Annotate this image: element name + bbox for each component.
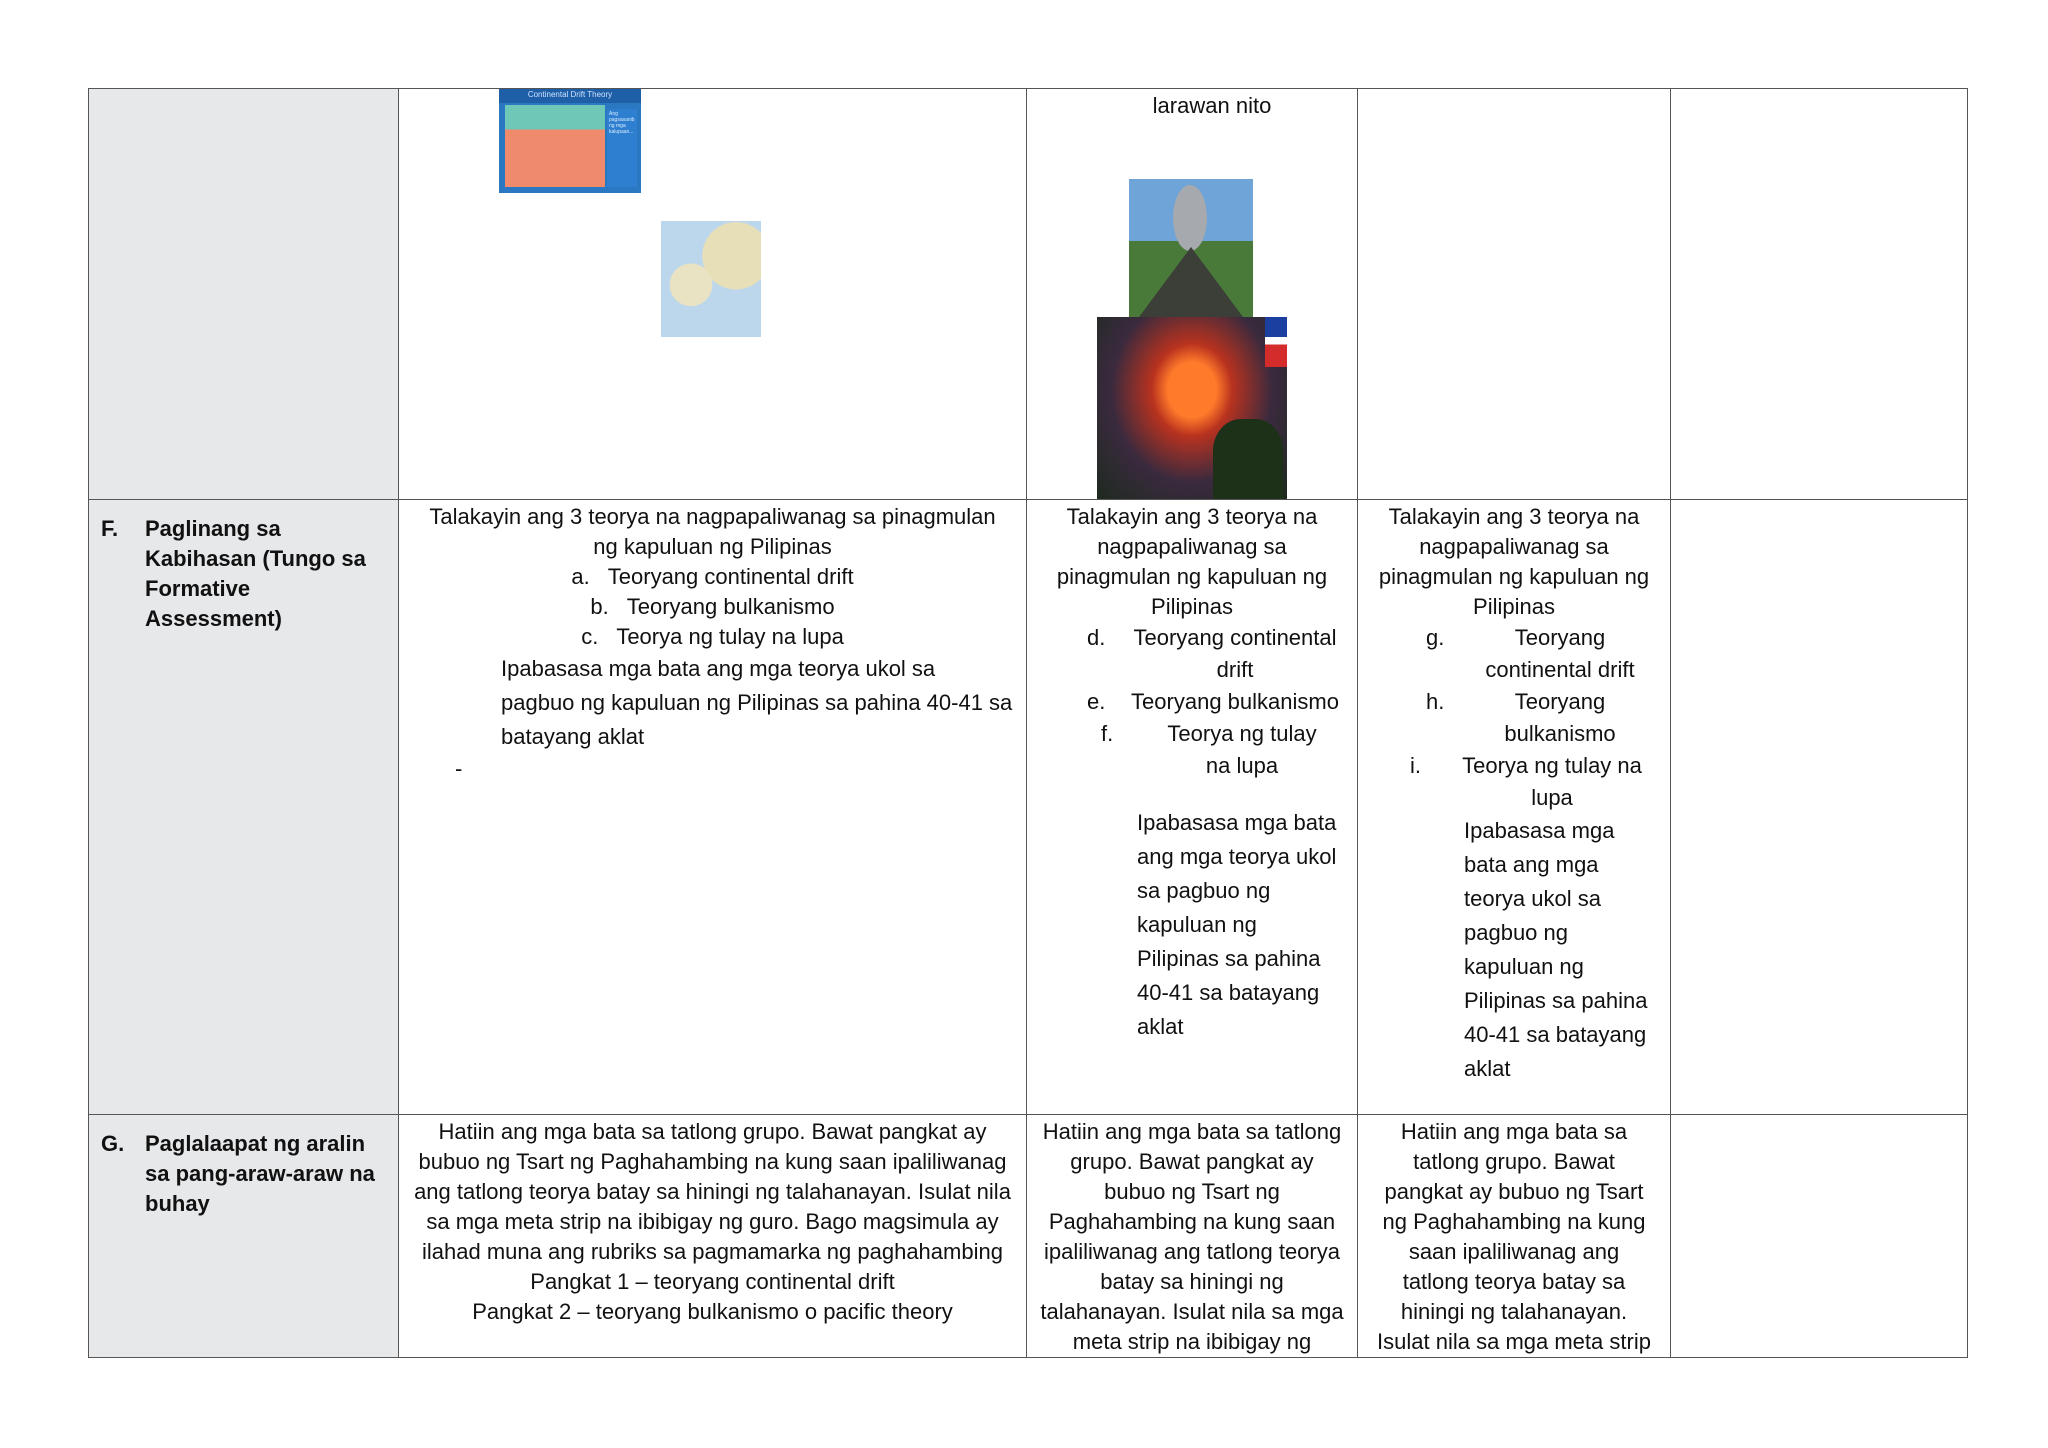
content-cell [399,500,1027,1115]
flag-graphic [1265,317,1287,367]
list-item-text: Teoryang bulkanismo [1131,689,1339,714]
instruction-text: Ipabasasa mga bata ang mga teorya ukol sa pagbuo ng kapuluan ng Pilipinas sa pahina 40-41 sa batayang aklat [501,656,1013,749]
intro-text: Talakayin ang 3 teorya na nagpapaliwanag sa pinagmulan ng kapuluan ng Pilipinas [1378,504,1650,619]
theory-list [407,562,1018,652]
list-item [407,622,1018,652]
content-cell [1671,89,1968,500]
list-item [1087,622,1343,686]
volcano-lava-photo [1097,317,1287,499]
table-row [89,1115,1968,1358]
lesson-plan-table [88,88,1968,1358]
image-side-text: Ang pagsasanib ng mga kalupaan... [607,109,637,187]
list-marker: h. [1426,689,1445,714]
content-cell [399,89,1027,500]
list-marker: c. [581,624,599,649]
list-item-text: Teoryang bulkanismo [626,594,835,619]
content-cell [1027,89,1358,500]
caption-text: larawan nito [1152,93,1272,118]
content-cell [1671,500,1968,1115]
list-item-text: Teorya ng tulay na lupa [1167,721,1317,778]
row-heading: Paglinang sa Kabihasan (Tungo sa Formative Assessment) [145,516,366,631]
intro-text: Talakayin ang 3 teorya na nagpapaliwanag sa pinagmulan ng kapuluan ng Pilipinas [1056,504,1328,619]
label-cell [89,89,399,500]
content-cell [1358,1115,1671,1358]
list-item [1426,686,1654,750]
dash-text: - [455,756,463,781]
row-heading: Paglalaapat ng aralin sa pang-araw-araw na buhay [145,1131,375,1216]
list-marker: b. [590,594,609,619]
trees-graphic [1213,419,1283,499]
list-item [1410,750,1654,814]
activity-text: Hatiin ang mga bata sa tatlong grupo. Bawat pangkat ay bubuo ng Tsart ng Paghahambing na kung saan ipaliliwanag ang tatlong teorya batay sa hiningi ng talahanayan. Isulat nila sa mga meta strip na ibibigay ng [1040,1119,1344,1354]
theory-list [1366,622,1662,814]
list-item-text: Teoryang bulkanismo [1504,689,1616,746]
list-marker: f. [1101,721,1114,746]
list-marker: d. [1087,625,1106,650]
table-row [89,500,1968,1115]
row-letter: G. [101,1131,125,1156]
theory-list [1035,622,1349,782]
label-cell [89,1115,399,1358]
list-marker: a. [571,564,590,589]
list-marker: g. [1426,625,1445,650]
list-item-text: Teoryang continental drift [607,564,854,589]
list-item-text: Teoryang continental drift [1133,625,1337,682]
list-item-text: Teoryang continental drift [1485,625,1635,682]
content-cell [1027,500,1358,1115]
content-cell [1027,1115,1358,1358]
activity-text: Hatiin ang mga bata sa tatlong grupo. Bawat pangkat ay bubuo ng Tsart ng Paghahambing na kung saan ipaliliwanag ang tatlong teorya batay sa hiningi ng talahanayan. Isulat nila sa mga meta strip [1377,1119,1651,1354]
table-row [89,89,1968,500]
list-item [1087,686,1343,718]
content-cell [399,1115,1027,1358]
instruction-text: Ipabasasa mga bata ang mga teorya ukol sa pagbuo ng kapuluan ng Pilipinas sa pahina 40-41 sa batayang aklat [1137,810,1337,1039]
intro-text: Talakayin ang 3 teorya na nagpapaliwanag sa pinagmulan ng kapuluan ng Pilipinas [429,504,996,559]
list-item-text: Teorya ng tulay na lupa [616,624,844,649]
label-cell [89,500,399,1115]
instruction-text: Ipabasasa mga bata ang mga teorya ukol sa pagbuo ng kapuluan ng Pilipinas sa pahina 40-41 sa batayang aklat [1464,818,1648,1081]
volcano-cone-graphic [1139,247,1243,317]
world-map-image [661,221,761,337]
content-cell [1671,1115,1968,1358]
content-cell [1358,500,1671,1115]
list-item [407,562,1018,592]
list-item [407,592,1018,622]
list-marker: e. [1087,689,1106,714]
content-cell [1358,89,1671,500]
list-item [1426,622,1654,686]
earth-block-graphic [505,105,605,187]
continental-drift-image [499,89,641,193]
list-marker: i. [1410,753,1421,778]
group-line: Pangkat 1 – teoryang continental drift [530,1269,895,1294]
row-letter: F. [101,516,119,541]
volcano-photo [1129,179,1253,317]
group-line: Pangkat 2 – teoryang bulkanismo o pacific theory [472,1299,953,1324]
list-item [1087,718,1343,782]
list-item-text: Teorya ng tulay na lupa [1462,753,1642,810]
activity-text: Hatiin ang mga bata sa tatlong grupo. Bawat pangkat ay bubuo ng Tsart ng Paghahambing na kung saan ipaliliwanag ang tatlong teorya batay sa hiningi ng talahanayan. Isulat nila sa mga meta strip na ibibigay ng guro. Bago magsimula ay ilahad muna ang rubriks sa pagmamarka ng paghahambing [414,1119,1011,1264]
ash-plume-graphic [1173,185,1207,251]
image-title: Continental Drift Theory [527,90,613,99]
